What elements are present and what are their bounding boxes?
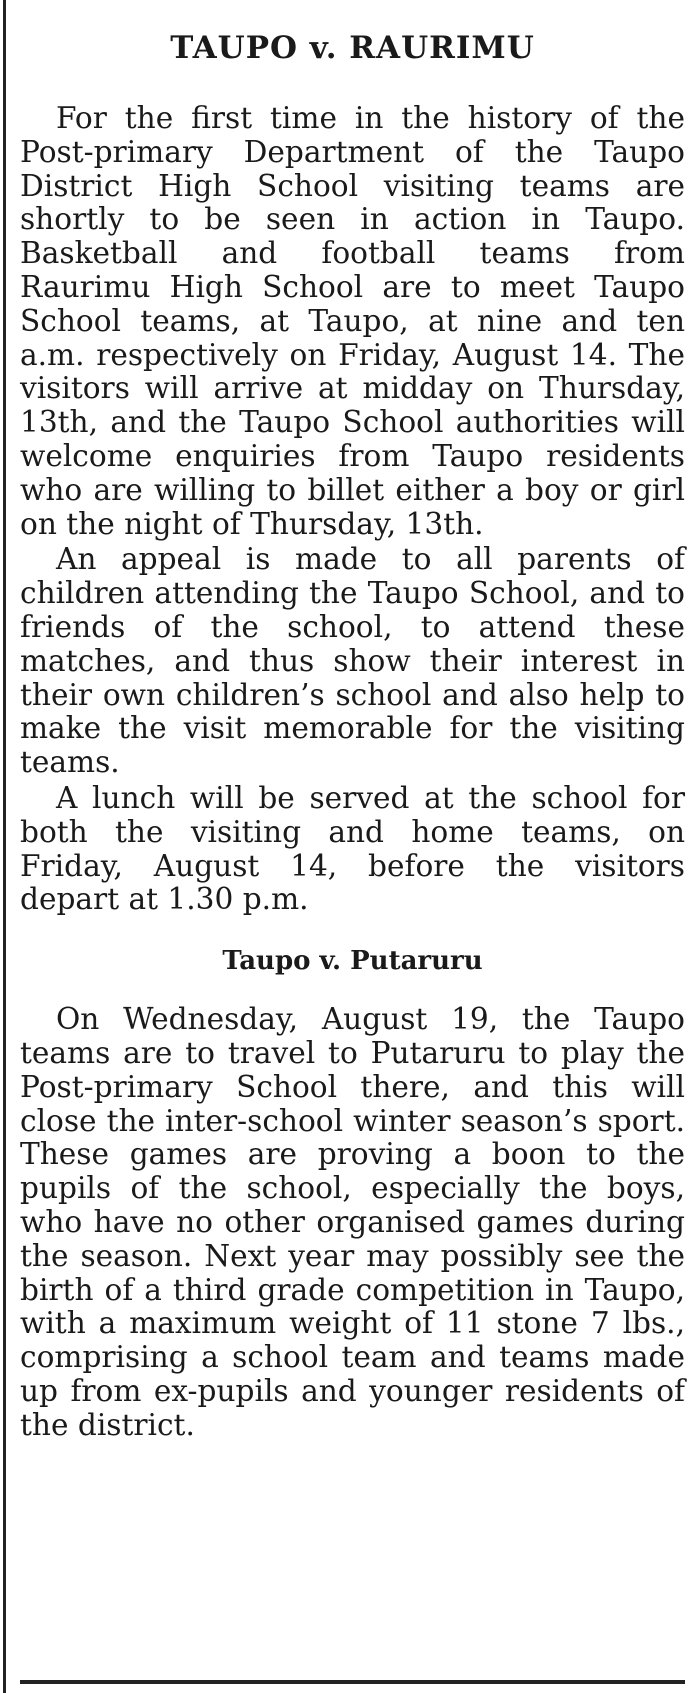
column-rule-bottom [20,1680,685,1690]
article-subheading: Taupo v. Putaruru [222,946,483,977]
article-paragraph-1: For the first time in the history of the Post-primary Department of the Taupo District High School visiting teams are shortly to be seen in action in Taupo. Basketball and football teams from Raurimu High School are to meet Taupo School teams, at Taupo, at nine and ten a.m. respectively on Friday, August 14. The visitors will arrive at midday on Thursday, 13th, and the Taupo School authorities will welcome enquiries from Taupo residents who are willing to billet either a boy or girl on the night of Thursday, 13th. [20,101,685,541]
article-headline: TAUPO v. RAURIMU [170,30,535,66]
column-rule-left [3,0,6,1693]
article-paragraph-3: A lunch will be served at the school for both the visiting and home teams, on Friday, August 14, before the visitors depart at 1.30 p.m. [20,780,685,917]
article-column [20,28,685,1444]
article-paragraph-2: An appeal is made to all parents of children attending the Taupo School, and to friends of the school, to attend these matches, and thus show their interest in their own children’s school and also help to make the visit memorable for the visiting teams. [20,542,685,780]
article-paragraph-4: On Wednesday, August 19, the Taupo teams are to travel to Putaruru to play the Post-primary School there, and this will close the inter-school winter season’s sport. These games are proving a boon to the pupils of the school, especially the boys, who have no other organised games during the season. Next year may possibly see the birth of a third grade competition in Taupo, with a maximum weight of 11 stone 7 lbs., comprising a school team and teams made up from ex-pupils and younger residents of the district. [20,1002,685,1442]
